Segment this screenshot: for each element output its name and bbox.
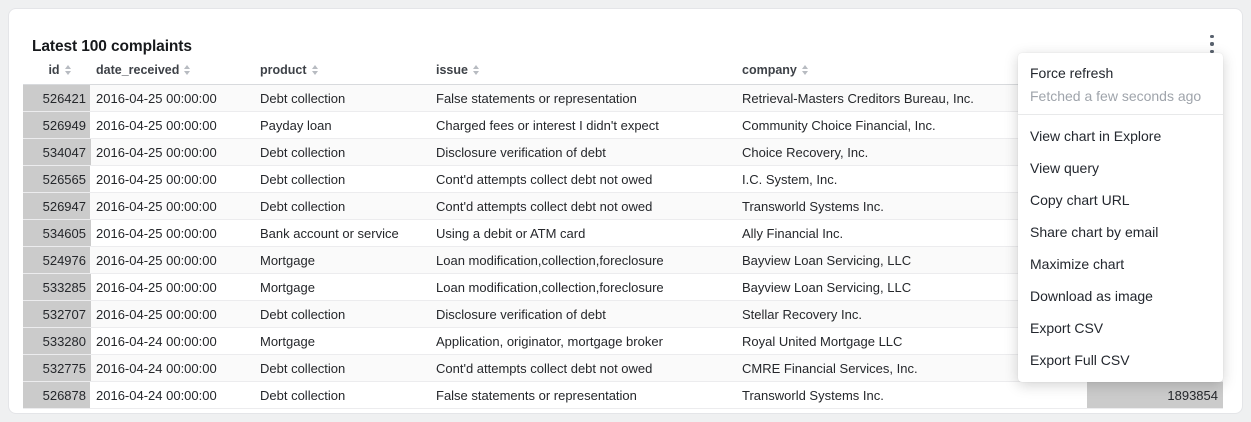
menu-item-maximize-chart[interactable]: Maximize chart bbox=[1030, 256, 1125, 272]
cell-text: 2016-04-25 00:00:00 bbox=[96, 225, 217, 241]
cell-text: 2016-04-25 00:00:00 bbox=[96, 144, 217, 160]
cell-date_received bbox=[91, 193, 255, 219]
cell-text: 534047 bbox=[42, 144, 86, 160]
cell-text: Ally Financial Inc. bbox=[742, 225, 844, 241]
cell-issue bbox=[431, 274, 737, 300]
cell-product bbox=[255, 247, 431, 273]
cell-text: 2016-04-25 00:00:00 bbox=[96, 90, 217, 106]
menu-item-view-chart-in-explore[interactable]: View chart in Explore bbox=[1030, 128, 1162, 144]
menu-item-download-as-image[interactable]: Download as image bbox=[1030, 288, 1153, 304]
cell-product bbox=[255, 274, 431, 300]
cell-issue bbox=[431, 328, 737, 354]
chart-context-menu bbox=[1018, 53, 1223, 382]
cell-product bbox=[255, 355, 431, 381]
cell-date_received bbox=[91, 301, 255, 327]
column-header-label: issue bbox=[436, 62, 468, 77]
cell-product bbox=[255, 193, 431, 219]
cell-product bbox=[255, 382, 431, 408]
column-header-label: product bbox=[260, 62, 307, 77]
cell-text: 2016-04-24 00:00:00 bbox=[96, 387, 217, 403]
cell-id bbox=[23, 328, 91, 354]
cell-text: 533285 bbox=[42, 279, 86, 295]
cell-date_received bbox=[91, 220, 255, 246]
cell-product bbox=[255, 301, 431, 327]
sort-arrows-icon bbox=[473, 65, 479, 75]
cell-company bbox=[737, 382, 1087, 408]
cell-text: 524976 bbox=[42, 252, 86, 268]
cell-text: 2016-04-25 00:00:00 bbox=[96, 252, 217, 268]
cell-id bbox=[23, 301, 91, 327]
cell-text: Mortgage bbox=[260, 333, 315, 349]
cell-id bbox=[23, 139, 91, 165]
column-header-date_received[interactable] bbox=[91, 55, 255, 84]
cell-text: Bank account or service bbox=[260, 225, 399, 241]
cell-product bbox=[255, 328, 431, 354]
column-header-issue[interactable] bbox=[431, 55, 737, 84]
cell-product bbox=[255, 220, 431, 246]
cell-date_received bbox=[91, 85, 255, 111]
cell-text: I.C. System, Inc. bbox=[742, 171, 838, 187]
cell-id bbox=[23, 112, 91, 138]
menu-item-export-csv[interactable]: Export CSV bbox=[1030, 320, 1104, 336]
cell-text: Disclosure verification of debt bbox=[436, 306, 606, 322]
cell-issue bbox=[431, 355, 737, 381]
cell-id bbox=[23, 355, 91, 381]
cell-text: Debt collection bbox=[260, 90, 346, 106]
column-header-label: id bbox=[48, 62, 60, 77]
cell-text: Bayview Loan Servicing, LLC bbox=[742, 252, 912, 268]
cell-text: Transworld Systems Inc. bbox=[742, 198, 884, 214]
cell-product bbox=[255, 139, 431, 165]
column-header-label: company bbox=[742, 62, 797, 77]
cell-text: Charged fees or interest I didn't expect bbox=[436, 117, 659, 133]
cell-product bbox=[255, 85, 431, 111]
menu-status-fetched-a-few-seconds-ago: Fetched a few seconds ago bbox=[1030, 87, 1202, 104]
cell-issue bbox=[431, 85, 737, 111]
cell-text: Debt collection bbox=[260, 198, 346, 214]
cell-text: 1893854 bbox=[1167, 387, 1218, 403]
sort-arrows-icon bbox=[312, 65, 318, 75]
cell-text: Debt collection bbox=[260, 306, 346, 322]
kebab-dot bbox=[1210, 35, 1214, 38]
cell-id bbox=[23, 85, 91, 111]
cell-text: Royal United Mortgage LLC bbox=[742, 333, 903, 349]
cell-id bbox=[23, 193, 91, 219]
cell-hidden bbox=[1087, 382, 1223, 408]
kebab-dot bbox=[1210, 42, 1214, 45]
cell-text: 2016-04-24 00:00:00 bbox=[96, 360, 217, 376]
cell-text: Loan modification,collection,foreclosure bbox=[436, 279, 664, 295]
table-row bbox=[23, 382, 1223, 409]
cell-date_received bbox=[91, 139, 255, 165]
menu-item-view-query[interactable]: View query bbox=[1030, 160, 1100, 176]
cell-text: 534605 bbox=[42, 225, 86, 241]
cell-id bbox=[23, 247, 91, 273]
cell-issue bbox=[431, 247, 737, 273]
cell-text: Mortgage bbox=[260, 279, 315, 295]
cell-text: Retrieval-Masters Creditors Bureau, Inc. bbox=[742, 90, 974, 106]
column-header-label: date_received bbox=[96, 62, 180, 77]
menu-item-copy-chart-url[interactable]: Copy chart URL bbox=[1030, 192, 1130, 208]
cell-id bbox=[23, 382, 91, 408]
cell-issue bbox=[431, 166, 737, 192]
cell-text: 526947 bbox=[42, 198, 86, 214]
cell-text: 2016-04-24 00:00:00 bbox=[96, 333, 217, 349]
cell-text: Mortgage bbox=[260, 252, 315, 268]
cell-text: Application, originator, mortgage broker bbox=[436, 333, 663, 349]
cell-text: Using a debit or ATM card bbox=[436, 225, 586, 241]
cell-text: 526878 bbox=[42, 387, 86, 403]
cell-id bbox=[23, 220, 91, 246]
cell-text: Bayview Loan Servicing, LLC bbox=[742, 279, 912, 295]
cell-date_received bbox=[91, 112, 255, 138]
cell-text: Payday loan bbox=[260, 117, 332, 133]
cell-text: False statements or representation bbox=[436, 90, 637, 106]
cell-id bbox=[23, 274, 91, 300]
cell-text: Cont'd attempts collect debt not owed bbox=[436, 198, 653, 214]
cell-text: Cont'd attempts collect debt not owed bbox=[436, 360, 653, 376]
cell-text: Debt collection bbox=[260, 144, 346, 160]
menu-item-export-full-csv[interactable]: Export Full CSV bbox=[1030, 352, 1130, 368]
cell-date_received bbox=[91, 166, 255, 192]
cell-text: False statements or representation bbox=[436, 387, 637, 403]
cell-text: Community Choice Financial, Inc. bbox=[742, 117, 936, 133]
cell-product bbox=[255, 166, 431, 192]
cell-text: 2016-04-25 00:00:00 bbox=[96, 117, 217, 133]
cell-text: Debt collection bbox=[260, 360, 346, 376]
cell-text: 532775 bbox=[42, 360, 86, 376]
cell-issue bbox=[431, 301, 737, 327]
cell-text: 2016-04-25 00:00:00 bbox=[96, 279, 217, 295]
cell-text: 526421 bbox=[42, 90, 86, 106]
cell-date_received bbox=[91, 382, 255, 408]
cell-text: Choice Recovery, Inc. bbox=[742, 144, 869, 160]
sort-arrows-icon bbox=[802, 65, 808, 75]
cell-text: Cont'd attempts collect debt not owed bbox=[436, 171, 653, 187]
cell-date_received bbox=[91, 355, 255, 381]
cell-text: Debt collection bbox=[260, 171, 346, 187]
cell-text: 526565 bbox=[42, 171, 86, 187]
cell-text: 2016-04-25 00:00:00 bbox=[96, 171, 217, 187]
chart-title: Latest 100 complaints bbox=[32, 38, 192, 55]
cell-date_received bbox=[91, 274, 255, 300]
cell-text: Transworld Systems Inc. bbox=[742, 387, 884, 403]
menu-divider bbox=[1018, 114, 1223, 115]
cell-text: 526949 bbox=[42, 117, 86, 133]
column-header-product[interactable] bbox=[255, 55, 431, 84]
cell-text: CMRE Financial Services, Inc. bbox=[742, 360, 918, 376]
cell-id bbox=[23, 166, 91, 192]
cell-text: 532707 bbox=[42, 306, 86, 322]
menu-item-force-refresh[interactable]: Force refresh bbox=[1030, 64, 1114, 81]
cell-issue bbox=[431, 382, 737, 408]
sort-arrows-icon bbox=[184, 65, 190, 75]
cell-text: Stellar Recovery Inc. bbox=[742, 306, 862, 322]
cell-text: 2016-04-25 00:00:00 bbox=[96, 198, 217, 214]
sort-arrows-icon bbox=[65, 65, 71, 75]
cell-text: Debt collection bbox=[260, 387, 346, 403]
cell-text: Disclosure verification of debt bbox=[436, 144, 606, 160]
cell-date_received bbox=[91, 247, 255, 273]
menu-item-share-chart-by-email[interactable]: Share chart by email bbox=[1030, 224, 1159, 240]
cell-text: 2016-04-25 00:00:00 bbox=[96, 306, 217, 322]
cell-issue bbox=[431, 139, 737, 165]
cell-date_received bbox=[91, 328, 255, 354]
column-header-id[interactable] bbox=[23, 55, 91, 84]
cell-issue bbox=[431, 193, 737, 219]
cell-product bbox=[255, 112, 431, 138]
cell-issue bbox=[431, 220, 737, 246]
cell-text: 533280 bbox=[42, 333, 86, 349]
cell-issue bbox=[431, 112, 737, 138]
cell-text: Loan modification,collection,foreclosure bbox=[436, 252, 664, 268]
